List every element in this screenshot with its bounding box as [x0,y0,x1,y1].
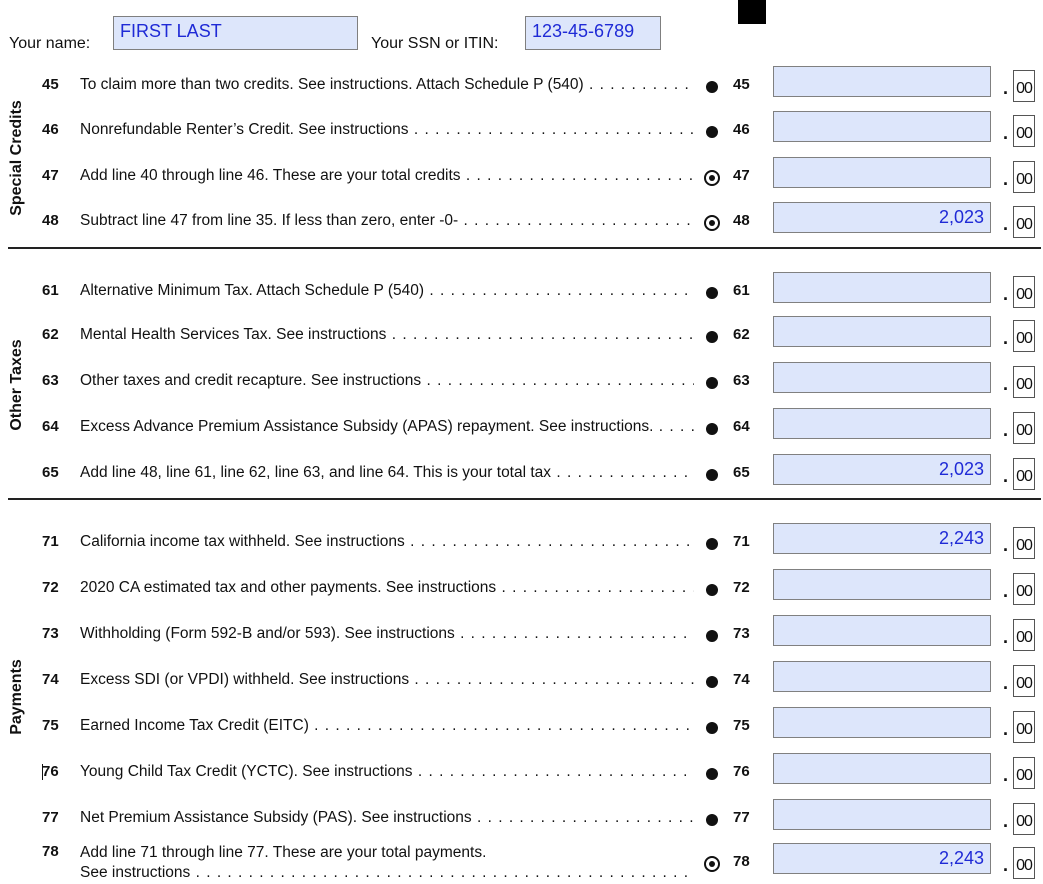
decimal-point: . [1003,719,1009,739]
decimal-point: . [1003,123,1009,143]
decimal-point: . [1003,855,1009,875]
line-74-cents-field[interactable]: 00 [1013,665,1035,697]
line-number-right: 46 [733,121,750,138]
line-45-amount-field[interactable] [773,66,991,97]
bullet-dot-icon [706,722,718,734]
line-61-row [0,270,1043,310]
line-number-right: 72 [733,579,750,596]
line-63-row [0,360,1043,400]
line-description: Net Premium Assistance Subsidy (PAS). See instructions . . . [80,809,694,827]
line-63-amount-field[interactable] [773,362,991,393]
line-number-right: 76 [733,763,750,780]
line-64-amount-field[interactable] [773,408,991,439]
line-75-row [0,705,1043,745]
line-62-amount-field[interactable] [773,316,991,347]
bullet-dot-icon [706,584,718,596]
line-46-cents-field[interactable]: 00 [1013,115,1035,147]
line-number-right: 75 [733,717,750,734]
line-46-amount-field[interactable] [773,111,991,142]
bullet-dot-icon [706,126,718,138]
ssn-label: Your SSN or ITIN: [371,35,499,52]
line-63-cents-field[interactable]: 00 [1013,366,1035,398]
line-48-cents-field[interactable]: 00 [1013,206,1035,238]
line-number: 75 [42,717,59,734]
decimal-point: . [1003,466,1009,486]
line-74-row [0,659,1043,699]
line-description: Young Child Tax Credit (YCTC). See instructions . . . [80,763,694,781]
line-77-cents-field[interactable]: 00 [1013,803,1035,835]
line-77-amount-field[interactable] [773,799,991,830]
bullet-dot-icon [706,81,718,93]
decimal-point: . [1003,811,1009,831]
bullet-dot-icon [706,630,718,642]
line-number-right: 48 [733,212,750,229]
line-48-amount-field[interactable]: 2,023 [773,202,991,233]
name-label: Your name: [9,35,91,52]
line-73-row [0,613,1043,653]
line-number: 63 [42,372,59,389]
line-76-amount-field[interactable] [773,753,991,784]
line-number-right: 61 [733,282,750,299]
line-74-amount-field[interactable] [773,661,991,692]
line-number-right: 45 [733,76,750,93]
decimal-point: . [1003,284,1009,304]
decimal-point: . [1003,374,1009,394]
line-number-right: 63 [733,372,750,389]
line-72-amount-field[interactable] [773,569,991,600]
line-64-cents-field[interactable]: 00 [1013,412,1035,444]
line-65-row [0,452,1043,492]
line-description-part1: Add line 71 through line 77. These are your total payments. [80,844,487,861]
line-65-amount-field[interactable]: 2,023 [773,454,991,485]
line-number: 77 [42,809,59,826]
line-47-amount-field[interactable] [773,157,991,188]
line-number: 76 [42,763,59,780]
bullet-dot-icon [706,287,718,299]
bullet-dot-icon [706,331,718,343]
section-divider [8,498,1041,500]
line-description: To claim more than two credits. See instructions. Attach Schedule P (540) . . . [80,76,694,94]
line-number-right: 78 [733,853,750,870]
ssn-field[interactable]: 123-45-6789 [525,16,661,50]
bullet-dot-icon [706,814,718,826]
line-46-row [0,109,1043,149]
line-65-cents-field[interactable]: 00 [1013,458,1035,490]
line-number: 73 [42,625,59,642]
line-62-cents-field[interactable]: 00 [1013,320,1035,352]
line-62-row [0,314,1043,354]
line-47-cents-field[interactable]: 00 [1013,161,1035,193]
bullet-ring-icon [704,856,720,872]
decimal-point: . [1003,673,1009,693]
line-number: 71 [42,533,59,550]
line-71-row [0,521,1043,561]
line-number: 72 [42,579,59,596]
line-number-right: 47 [733,167,750,184]
line-number-right: 74 [733,671,750,688]
name-field[interactable]: FIRST LAST [113,16,358,50]
bullet-dot-icon [706,423,718,435]
line-76-cents-field[interactable]: 00 [1013,757,1035,789]
line-description: Alternative Minimum Tax. Attach Schedule P (540) . . . [80,282,694,300]
line-description: Excess SDI (or VPDI) withheld. See instructions . . . [80,671,694,689]
line-61-cents-field[interactable]: 00 [1013,276,1035,308]
line-48-row [0,200,1043,240]
line-number: 62 [42,326,59,343]
line-number-right: 77 [733,809,750,826]
line-number-right: 64 [733,418,750,435]
decimal-point: . [1003,328,1009,348]
line-75-amount-field[interactable] [773,707,991,738]
decimal-point: . [1003,627,1009,647]
line-number-right: 71 [733,533,750,550]
line-64-row [0,406,1043,446]
line-description: Earned Income Tax Credit (EITC) . . . [80,717,694,735]
decimal-point: . [1003,214,1009,234]
line-72-row [0,567,1043,607]
line-number-right: 73 [733,625,750,642]
bullet-dot-icon [706,377,718,389]
line-47-row [0,155,1043,195]
line-78-amount-field[interactable]: 2,243 [773,843,991,874]
decimal-point: . [1003,169,1009,189]
corner-marker [738,0,766,24]
line-description: Other taxes and credit recapture. See instructions . . . [80,372,694,390]
line-description: Excess Advance Premium Assistance Subsidy (APAS) repayment. See instructions. . . . [80,418,694,436]
line-71-cents-field[interactable]: 00 [1013,527,1035,559]
line-78-row [0,841,1043,881]
line-description: Subtract line 47 from line 35. If less than zero, enter -0- . . . [80,212,694,230]
bullet-ring-icon [704,215,720,231]
line-description: California income tax withheld. See instructions . . . [80,533,694,551]
line-71-amount-field[interactable]: 2,243 [773,523,991,554]
section-label-special-credits: Special Credits [8,100,25,216]
line-number: 74 [42,671,59,688]
line-number: 47 [42,167,59,184]
bullet-dot-icon [706,538,718,550]
line-description [80,843,694,883]
decimal-point: . [1003,78,1009,98]
line-45-row [0,64,1043,104]
line-73-cents-field[interactable]: 00 [1013,619,1035,651]
line-78-cents-field[interactable]: 00 [1013,847,1035,879]
line-45-cents-field[interactable]: 00 [1013,70,1035,102]
line-73-amount-field[interactable] [773,615,991,646]
line-number: 48 [42,212,59,229]
line-number: 65 [42,464,59,481]
section-label-other-taxes: Other Taxes [8,339,25,431]
section-label-payments: Payments [8,659,25,735]
line-description: Add line 48, line 61, line 62, line 63, and line 64. This is your total tax . . . [80,464,694,482]
line-description: Withholding (Form 592-B and/or 593). See instructions . . . [80,625,694,643]
line-description: Mental Health Services Tax. See instructions . . . [80,326,694,344]
decimal-point: . [1003,420,1009,440]
line-description: Nonrefundable Renter’s Credit. See instructions . . . [80,121,694,139]
line-description-part2: See instructions . . . [80,863,694,883]
line-72-cents-field[interactable]: 00 [1013,573,1035,605]
line-number-right: 65 [733,464,750,481]
line-61-amount-field[interactable] [773,272,991,303]
line-number: 46 [42,121,59,138]
section-divider [8,247,1041,249]
bullet-dot-icon [706,469,718,481]
line-description: Add line 40 through line 46. These are your total credits . . . [80,167,694,185]
line-77-row [0,797,1043,837]
bullet-ring-icon [704,170,720,186]
line-number: 61 [42,282,59,299]
line-number: 78 [42,843,59,860]
line-number: 45 [42,76,59,93]
bullet-dot-icon [706,676,718,688]
line-75-cents-field[interactable]: 00 [1013,711,1035,743]
line-76-row [0,751,1043,791]
bullet-dot-icon [706,768,718,780]
decimal-point: . [1003,581,1009,601]
line-number-right: 62 [733,326,750,343]
line-number: 64 [42,418,59,435]
decimal-point: . [1003,535,1009,555]
decimal-point: . [1003,765,1009,785]
line-description: 2020 CA estimated tax and other payments. See instructions . . . [80,579,694,597]
